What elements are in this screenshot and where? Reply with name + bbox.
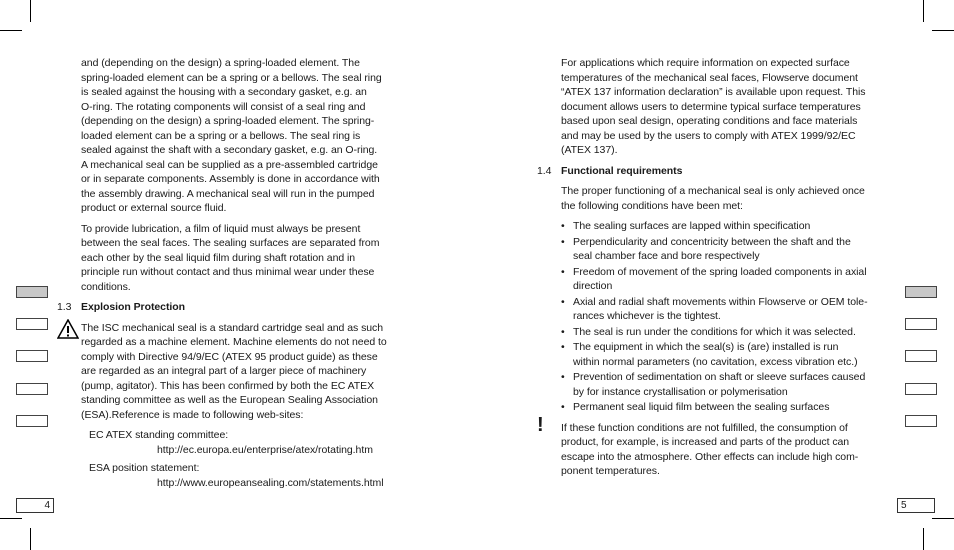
reference-url[interactable]: http://ec.europa.eu/enterprise/atex/rotating.htm: [157, 443, 373, 456]
page-number-right: 5: [897, 498, 935, 513]
crop-mark: [932, 30, 954, 31]
right-column: [537, 56, 906, 485]
section-tab: [16, 318, 48, 330]
section-number: 1.4: [537, 164, 552, 177]
section-tab: [16, 350, 48, 362]
section-title: Functional requirements: [561, 164, 683, 177]
section-number: 1.3: [57, 301, 72, 313]
list-item: • Freedom of movement of the spring loaded components in axial direction: [561, 265, 906, 294]
section-tab: [905, 350, 937, 362]
crop-mark: [30, 0, 31, 22]
reference-label: EC ATEX standing committee:: [89, 429, 229, 441]
reference-url[interactable]: http://www.europeansealing.com/statements.html: [157, 476, 384, 489]
exclamation-icon: !: [537, 413, 544, 436]
list-item: • Prevention of sedimentation on shaft or sleeve surfaces caused by for instance crystallisation or polymerisation: [561, 370, 906, 399]
section-tab: [905, 318, 937, 330]
section-tab: [905, 415, 937, 427]
crop-mark: [932, 518, 954, 519]
section-tab: [16, 415, 48, 427]
list-item: • The seal is run under the conditions for which it was selected.: [561, 325, 906, 340]
list-item: • The equipment in which the seal(s) is (are) installed is run within normal parameters (no cavitation, excess vibration etc.): [561, 340, 906, 369]
section-heading: [57, 300, 426, 315]
page-number-left: 4: [16, 498, 54, 513]
paragraph: The proper functioning of a mechanical seal is only achieved once the following conditions have been met:: [561, 185, 865, 212]
paragraph: For applications which require information on expected surface temperatures of the mechanical seal faces, Flowserve document “ATEX 137 information declaration” is available upon request. This document allows users to determine typical surface temperatures based upon seal design, operating conditions and face materials and may be used by the users to comply with ATEX 1999/92/EC (ATEX 137).: [561, 57, 866, 156]
crop-mark: [923, 528, 924, 550]
list-item: • Axial and radial shaft movements within Flowserve or OEM tole- rances whichever is the tightest.: [561, 295, 906, 324]
section-heading: [537, 164, 906, 179]
notice-paragraph: If these function conditions are not fulfilled, the consumption of product, for example, is increased and parts of the product can escape into the atmosphere. Other effects can include high com- ponent temperatures.: [561, 421, 859, 477]
section-tab: [905, 383, 937, 395]
crop-mark: [0, 518, 22, 519]
crop-mark: [30, 528, 31, 550]
section-tab: [16, 383, 48, 395]
warning-triangle-icon: [57, 319, 79, 339]
list-item: • Permanent seal liquid film between the sealing surfaces: [561, 400, 906, 415]
paragraph: The ISC mechanical seal is a standard cartridge seal and as such regarded as a machine element. Machine elements do not need to comply with Directive 94/9/EC (ATEX 95 product guide) as these are regarded as an integral part of a larger piece of machinery (pump, agitator). This has been confirmed by both the EC ATEX standing committee as well as the European Sealing Association (ESA).Reference is made to following web-sites:: [81, 321, 387, 421]
list-item: • The sealing surfaces are lapped within specification: [561, 219, 906, 234]
section-tab: [905, 286, 937, 298]
left-column: [57, 56, 426, 494]
reference-label: ESA position statement:: [89, 462, 200, 474]
requirements-list: [561, 219, 906, 415]
crop-mark: [0, 30, 22, 31]
list-item: • Perpendicularity and concentricity between the shaft and the seal chamber face and bore respectively: [561, 235, 906, 264]
crop-mark: [923, 0, 924, 22]
section-title: Explosion Protection: [81, 301, 186, 313]
paragraph: and (depending on the design) a spring-loaded element. The spring-loaded element can be a spring or a bellows. The seal ring is sealed against the housing with a secondary gasket, e.g. an O-ring. The rotating components will consist of a seal ring and (depending on the design) a spring-loaded element. The spring- loaded element can be a spring or a bellows. The seal ring is sealed against the shaft with a secondary gasket, e.g. an O-ring. A mechanical seal can be supplied as a pre-assembled cartridge or in separate components. Assembly is done in accordance with the assembly drawing. A mechanical seal will run in the pumped product or external source fluid.: [81, 57, 382, 214]
paragraph: To provide lubrication, a film of liquid must always be present between the seal faces. The sealing surfaces are separated from each other by the seal liquid film during shaft rotation and in principle run without contact and thus minimal wear under these conditions.: [81, 222, 380, 293]
section-tab: [16, 286, 48, 298]
